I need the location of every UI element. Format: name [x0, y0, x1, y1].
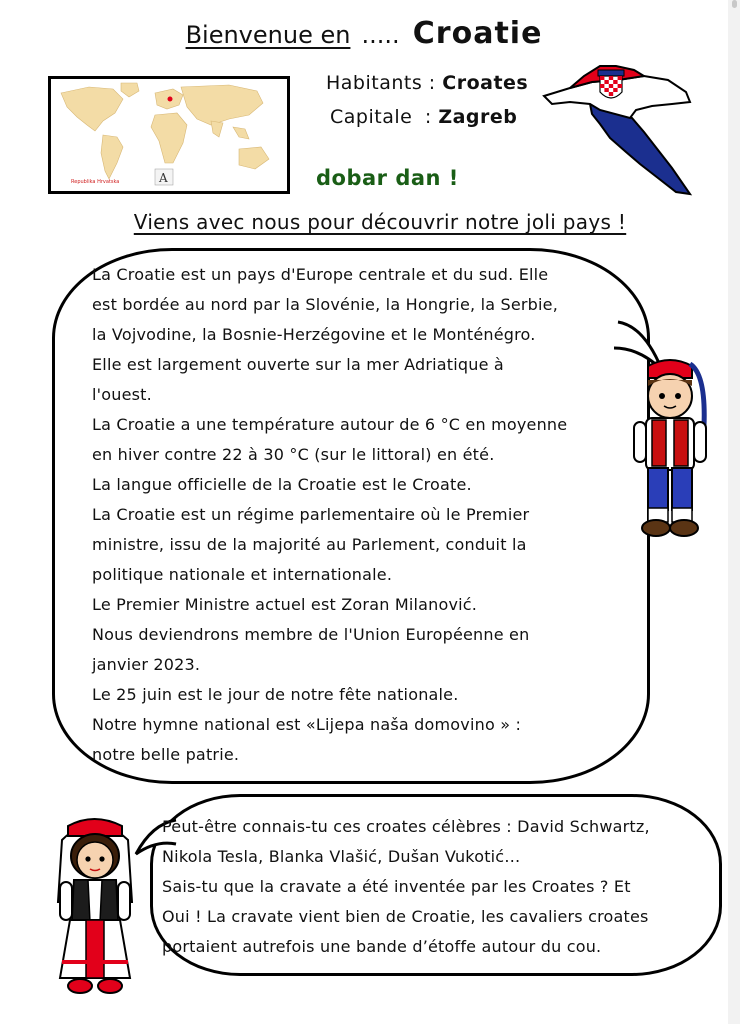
capital-value: Zagreb — [438, 106, 518, 128]
main-text-line: notre belle patrie. — [92, 745, 240, 764]
page-subtitle: Viens avec nous pour découvrir notre joli pays ! — [133, 210, 627, 234]
second-text-line: Nikola Tesla, Blanka Vlašić, Dušan Vukotić… — [162, 847, 521, 866]
inhabitants-line — [326, 72, 528, 94]
page-title — [0, 16, 728, 51]
coat-of-arms-icon — [598, 70, 624, 98]
map-logo: A — [159, 171, 168, 185]
second-text-line: Oui ! La cravate vient bien de Croatie, les cavaliers croates — [162, 907, 649, 926]
main-text-line: politique nationale et internationale. — [92, 565, 393, 584]
second-text-line: Peut-être connais-tu ces croates célèbres : David Schwartz, — [162, 817, 650, 836]
main-text-line: est bordée au nord par la Slovénie, la Hongrie, la Serbie, — [92, 295, 559, 314]
capital-separator: : — [424, 106, 432, 128]
main-text-line: La Croatie a une température autour de 6 °C en moyenne — [92, 415, 568, 434]
main-text-line: Le Premier Ministre actuel est Zoran Milanović. — [92, 595, 478, 614]
main-text-line: l'ouest. — [92, 385, 152, 404]
inhabitants-label: Habitants : — [326, 72, 436, 94]
main-text-line: La Croatie est un régime parlementaire où le Premier — [92, 505, 530, 524]
croatia-flag-map — [540, 52, 696, 202]
vertical-scrollbar[interactable] — [728, 0, 740, 1024]
main-text-line: en hiver contre 22 à 30 °C (sur le littoral) en été. — [92, 445, 495, 464]
main-text — [92, 260, 567, 770]
map-caption: Republika Hrvatska — [71, 179, 120, 185]
world-map-image — [51, 79, 287, 191]
second-text — [162, 812, 650, 962]
title-prefix: Bienvenue en — [185, 21, 351, 49]
main-text-line: ministre, issu de la majorité au Parlement, conduit la — [92, 535, 527, 554]
world-map — [48, 76, 290, 194]
main-text-line: La langue officielle de la Croatie est le Croate. — [92, 475, 472, 494]
second-text-line: Sais-tu que la cravate a été inventée par les Croates ? Et — [162, 877, 631, 896]
main-text-line: La Croatie est un pays d'Europe centrale et du sud. Elle — [92, 265, 549, 284]
scrollbar-thumb[interactable] — [732, 0, 737, 8]
title-country: Croatie — [412, 16, 543, 51]
main-text-line: Le 25 juin est le jour de notre fête nationale. — [92, 685, 459, 704]
croatian-boy-illustration — [630, 356, 716, 544]
main-text-line: Nous deviendrons membre de l'Union Européenne en — [92, 625, 530, 644]
inhabitants-value: Croates — [442, 72, 529, 94]
greeting: dobar dan ! — [316, 166, 459, 190]
title-dots: ..... — [361, 21, 400, 49]
second-text-line: portaient autrefois une bande d’étoffe autour du cou. — [162, 937, 602, 956]
capital-line — [330, 106, 517, 128]
capital-label: Capitale — [330, 106, 413, 128]
main-text-line: Notre hymne national est «Lijepa naša domovino » : — [92, 715, 522, 734]
main-text-line: janvier 2023. — [92, 655, 201, 674]
main-text-line: la Vojvodine, la Bosnie-Herzégovine et le Monténégro. — [92, 325, 536, 344]
croatian-girl-illustration — [52, 812, 138, 998]
main-text-line: Elle est largement ouverte sur la mer Adriatique à — [92, 355, 504, 374]
